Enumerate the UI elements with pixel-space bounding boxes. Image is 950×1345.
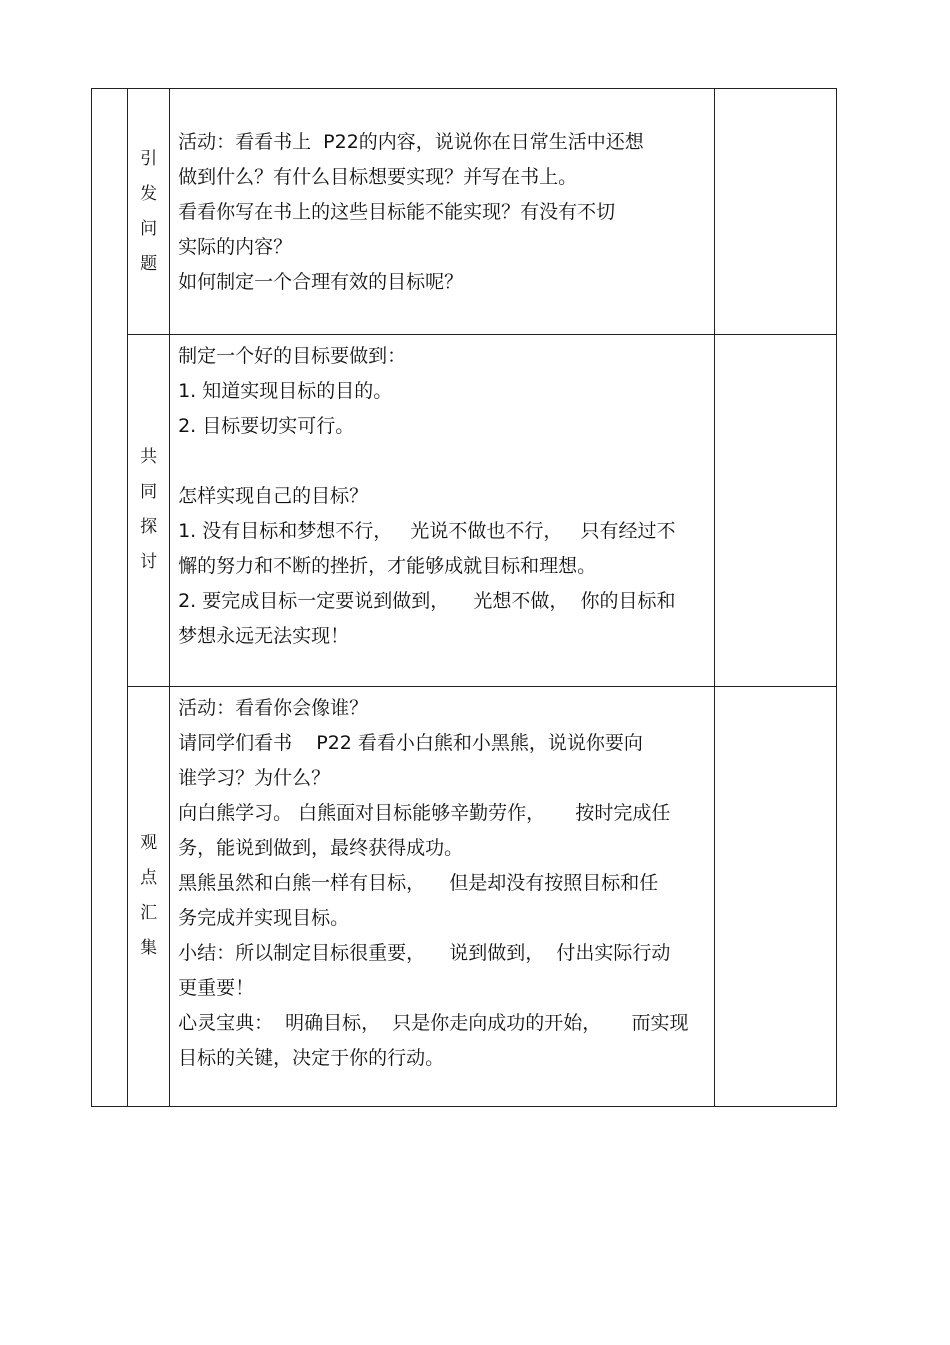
text-line: 2. 要完成目标一定要说到做到， 光想不做， 你的目标和: [178, 590, 676, 613]
text-line: 谁学习？为什么？: [178, 766, 331, 789]
lesson-table: [91, 88, 837, 1107]
text-line: [178, 444, 706, 479]
table-row: [92, 335, 837, 686]
blank-right-cell: [714, 335, 836, 686]
section-label: 观 点 汇 集: [128, 686, 170, 1106]
text-line: 懈的努力和不断的挫折，才能够成就目标和理想。: [178, 555, 597, 578]
table-row: [92, 686, 837, 1106]
section-label: 共 同 探 讨: [128, 335, 170, 686]
section-content: [170, 89, 715, 335]
blank-right-cell: [714, 686, 836, 1106]
text-line: 做到什么？有什么目标想要实现？并写在书上。: [178, 166, 578, 188]
text-line: 实际的内容？: [178, 236, 293, 258]
section-content: [170, 686, 715, 1106]
section-label: 引 发 问 题: [128, 89, 170, 335]
text-line: 制定一个好的目标要做到：: [178, 345, 407, 368]
table-row: [92, 89, 837, 335]
text-line: 黑熊虽然和白熊一样有目标， 但是却没有按照目标和任: [178, 871, 659, 894]
text-line: 如何制定一个合理有效的目标呢？: [178, 271, 464, 293]
text-line: 请同学们看书 P22 看看小白熊和小黑熊，说说你要向: [178, 731, 643, 754]
text-line: 看看你写在书上的这些目标能不能实现？有没有不切: [178, 201, 616, 223]
text-line: 怎样实现自己的目标？: [178, 485, 369, 508]
section-content: [170, 335, 715, 686]
text-line: 心灵宝典： 明确目标， 只是你走向成功的开始， 而实现: [178, 1011, 689, 1034]
text-line: 务，能说到做到，最终获得成功。: [178, 836, 464, 859]
text-line: 小结：所以制定目标很重要， 说到做到， 付出实际行动: [178, 941, 671, 964]
text-line: 1. 没有目标和梦想不行， 光说不做也不行， 只有经过不: [178, 520, 676, 543]
text-line: 向白熊学习。 白熊面对目标能够辛勤劳作， 按时完成任: [178, 801, 671, 824]
text-line: 更重要！: [178, 976, 255, 999]
blank-left-cell: [92, 89, 128, 1107]
text-line: 务完成并实现目标。: [178, 906, 350, 929]
blank-right-cell: [714, 89, 836, 335]
text-line: 目标的关键，决定于你的行动。: [178, 1046, 445, 1069]
text-line: 活动：看看书上 P22的内容，说说你在日常生活中还想: [178, 131, 644, 153]
text-line: 1. 知道实现目标的目的。: [178, 380, 393, 403]
text-line: 2. 目标要切实可行。: [178, 415, 355, 438]
text-line: 梦想永远无法实现！: [178, 625, 350, 648]
text-line: 活动：看看你会像谁？: [178, 696, 369, 719]
